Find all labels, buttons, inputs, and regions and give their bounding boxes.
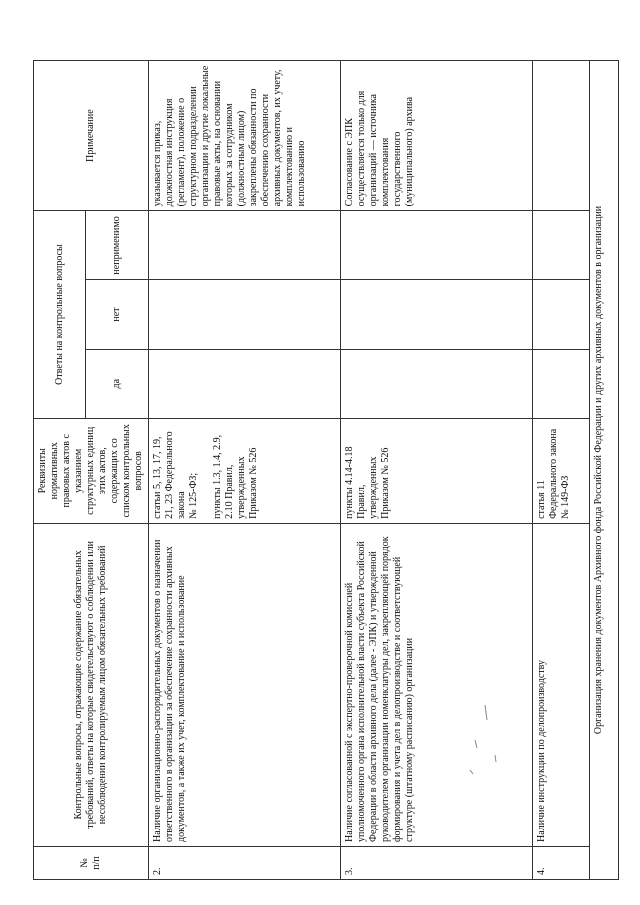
checklist-table xyxy=(33,60,619,880)
header-na: неприменимо xyxy=(86,211,149,280)
row-note xyxy=(533,61,590,211)
answer-no-cell[interactable] xyxy=(341,280,533,349)
row-num: 2. xyxy=(149,846,341,879)
row-question: Наличие организационно-распорядительных документов о назначении ответственного в организации за обеспечение сохранности архивных документов, а также их учет, комплектование и использование xyxy=(149,523,341,846)
row-acts: пункты 4.14-4.18 Правил, утвержденных Приказом № 526 xyxy=(341,418,533,523)
answer-yes-cell[interactable] xyxy=(149,349,341,418)
header-answers: Ответы на контрольные вопросы xyxy=(34,211,86,418)
header-row xyxy=(34,61,86,880)
section-row xyxy=(590,61,619,880)
row-note: Согласование с ЭПК осуществляется только для организаций — источника комплектования государственного (муниципального) архива xyxy=(341,61,533,211)
header-question: Контрольные вопросы, отражающие содержание обязательных требований, ответы на которые свидетельствуют о соблюдении или несоблюдении контролируемым лицом обязательных требований xyxy=(34,523,149,846)
scan-marks xyxy=(455,700,515,780)
table-row xyxy=(533,61,590,880)
row-acts: статья 11 Федерального закона № 149-ФЗ xyxy=(533,418,590,523)
header-note: Примечание xyxy=(34,61,149,211)
answer-no-cell[interactable] xyxy=(149,280,341,349)
row-note: указывается приказ, должностная инструкция (регламент), положение о структурном подразделении организации и другие локальные правовые акты, на основании которых за сотрудником (должностным лицом) закреплены обязанности по обеспечению сохранности архивных документов, их учету, комплектованию и использованию xyxy=(149,61,341,211)
row-num: 3. xyxy=(341,846,533,879)
section-title: Организация хранения документов Архивного фонда Российской Федерации и других архивных документов в организации xyxy=(590,61,619,880)
answer-na-cell[interactable] xyxy=(341,211,533,280)
row-question: Наличие инструкции по делопроизводству xyxy=(533,523,590,846)
row-num: 4. xyxy=(533,846,590,879)
answer-yes-cell[interactable] xyxy=(341,349,533,418)
header-num: № п/п xyxy=(34,846,149,879)
header-acts: Реквизиты нормативных правовых актов с указанием структурных единиц этих актов, содержащих со списком контрольных вопросов xyxy=(34,418,149,523)
answer-na-cell[interactable] xyxy=(533,211,590,280)
row-acts: статьи 5, 13, 17, 19, 21, 23 Федерального закона № 125-ФЗ; пункты 1.3, 1.4, 2.9, 2.10 Правил, утвержденных Приказом № 526 xyxy=(149,418,341,523)
table-row xyxy=(149,61,341,880)
header-yes: да xyxy=(86,349,149,418)
answer-na-cell[interactable] xyxy=(149,211,341,280)
answer-no-cell[interactable] xyxy=(533,280,590,349)
row-question: Наличие согласованной с экспертно-проверочной комиссией уполномоченного органа исполнительной власти субъекта Российской Федерации в области архивного дела (далее - ЭПК) и утвержденной руководителем организации номенклатуры дел, закрепляющей порядок формирования и учета дел в делопроизводстве и соответствующей структуре (штатному расписанию) организации xyxy=(341,523,533,846)
answer-yes-cell[interactable] xyxy=(533,349,590,418)
header-no: нет xyxy=(86,280,149,349)
